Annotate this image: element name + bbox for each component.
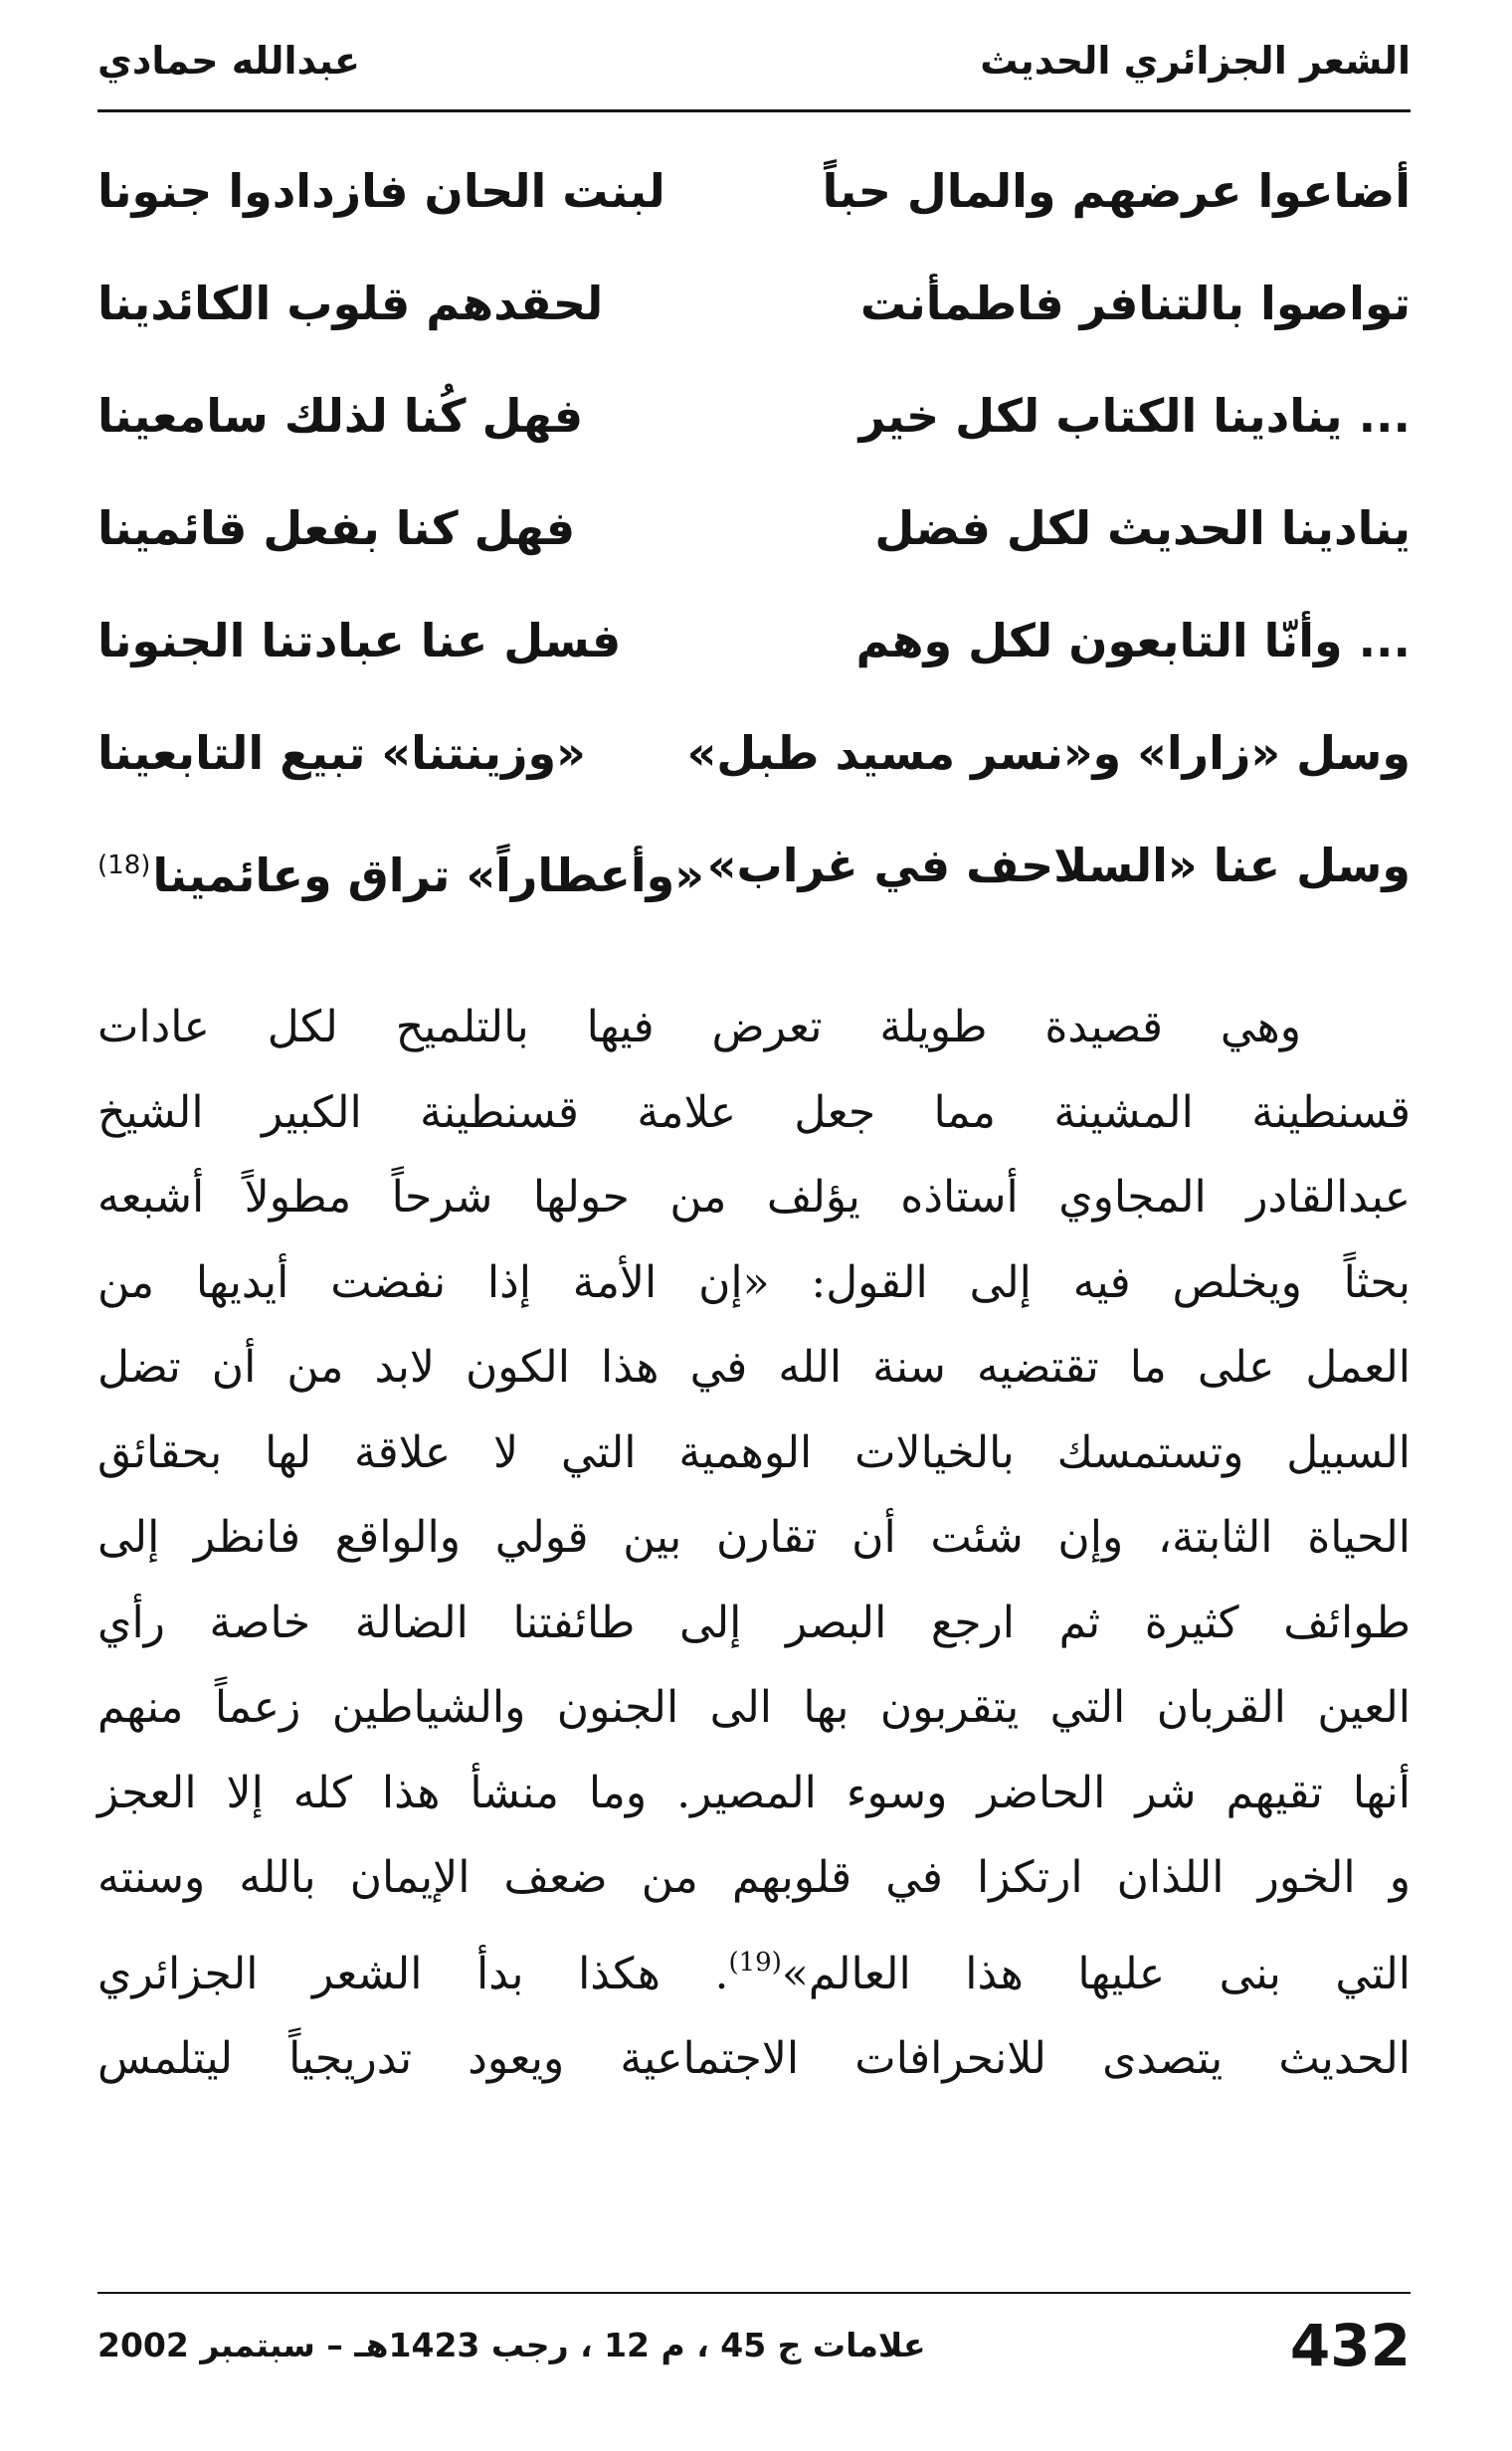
poem-hemistich-second: لحقدهم قلوب الكائدينا: [97, 277, 604, 330]
paragraph-line: العين القربان التي يتقربون بها الى الجنون والشياطين زعماً منهم: [97, 1682, 1411, 1733]
poem-hemistich-second: لبنت الحان فازدادوا جنونا: [97, 164, 665, 218]
paragraph-line: أنها تقيهم شر الحاضر وسوء المصير. وما منشأ هذا كله إلا العجز: [97, 1767, 1411, 1818]
poem-hemistich-second: فسل عنا عبادتنا الجنونا: [97, 614, 622, 667]
journal-citation: علامات ج 45 ، م 12 ، رجب 1423هـ – سبتمبر 2002: [97, 2326, 926, 2364]
poem-line: [97, 254, 1411, 366]
footnote-ref-18: (18): [97, 850, 151, 880]
poem-hemistich-first: وسل عنا «السلاحف في غراب»: [706, 839, 1411, 892]
paragraph-text: . هكذا بدأ الشعر الجزائري: [97, 1948, 729, 1999]
header-rule: [97, 109, 1411, 112]
poem-hemistich-first: ... وأنّا التابعون لكل وهم: [855, 614, 1411, 667]
running-header: [97, 30, 1411, 92]
paragraph-line: وهي قصيدة طويلة تعرض فيها بالتلميح لكل عادات: [97, 1002, 1301, 1052]
poem-hemistich-first: وسل «زارا» و«نسر مسيد طبل»: [686, 726, 1411, 780]
poem-hemistich-first: أضاعوا عرضهم والمال حباً: [822, 164, 1411, 218]
paragraph-line: عبدالقادر المجاوي أستاذه يؤلف من حولها شرحاً مطولاً أشبعه: [97, 1172, 1411, 1223]
paragraph-line: قسنطينة المشينة مما جعل علامة قسنطينة الكبير الشيخ: [97, 1086, 1411, 1138]
page-number: 432: [1289, 2312, 1411, 2379]
paragraph-line: العمل على ما تقتضيه سنة الله في هذا الكون لابد من أن تضل: [97, 1342, 1411, 1393]
paragraph-line: [97, 1921, 1411, 2017]
paragraph-text: التي بنى عليها هذا العالم»: [781, 1948, 1411, 1999]
running-footer: [97, 2306, 1411, 2385]
footnote-ref-19: (19): [728, 1947, 782, 1978]
poem-line: [97, 703, 1411, 816]
poem-hemistich-second: «وزينتنا» تبيع التابعينا: [97, 726, 586, 780]
poem-line: [97, 141, 1411, 254]
poem-line: [97, 816, 1411, 928]
paragraph-line: طوائف كثيرة ثم ارجع البصر إلى طائفتنا الضالة خاصة رأي: [97, 1597, 1411, 1648]
paragraph-line: السبيل وتستمسك بالخيالات الوهمية التي لا علاقة لها بحقائق: [97, 1426, 1411, 1478]
poem-line: [97, 366, 1411, 478]
paragraph-line: الحديث يتصدى للانحرافات الاجتماعية ويعود تدريجياً ليتلمس: [97, 2033, 1411, 2084]
paragraph-line: و الخور اللذان ارتكزا في قلوبهم من ضعف الإيمان بالله وسنته: [97, 1852, 1411, 1903]
author-name: عبدالله حمادي: [97, 39, 360, 83]
poem-hemistich-second: [97, 816, 704, 925]
paragraph-line: بحثاً ويخلص فيه إلى القول: «إن الأمة إذا نفضت أيديها من: [97, 1256, 1411, 1308]
poem-line: [97, 478, 1411, 591]
book-title: الشعر الجزائري الحديث: [980, 39, 1411, 83]
poem-hemistich-second: فهل كُنا لذلك سامعينا: [97, 389, 584, 443]
paragraph-line: الحياة الثابتة، وإن شئت أن تقارن بين قولي والواقع فانظر إلى: [97, 1512, 1411, 1563]
body-paragraph: [97, 985, 1411, 2102]
poem-hemistich-first: ... ينادينا الكتاب لكل خير: [858, 389, 1411, 443]
poem-line: [97, 591, 1411, 703]
poem-block: [97, 141, 1411, 928]
poem-text: «وأعطاراً» تراق وعائمينا: [152, 848, 704, 902]
footer-rule: [97, 2292, 1411, 2294]
poem-hemistich-second: فهل كنا بفعل قائمينا: [97, 501, 576, 555]
poem-hemistich-first: تواصوا بالتنافر فاطمأنت: [859, 277, 1411, 330]
poem-hemistich-first: ينادينا الحديث لكل فضل: [874, 501, 1411, 555]
